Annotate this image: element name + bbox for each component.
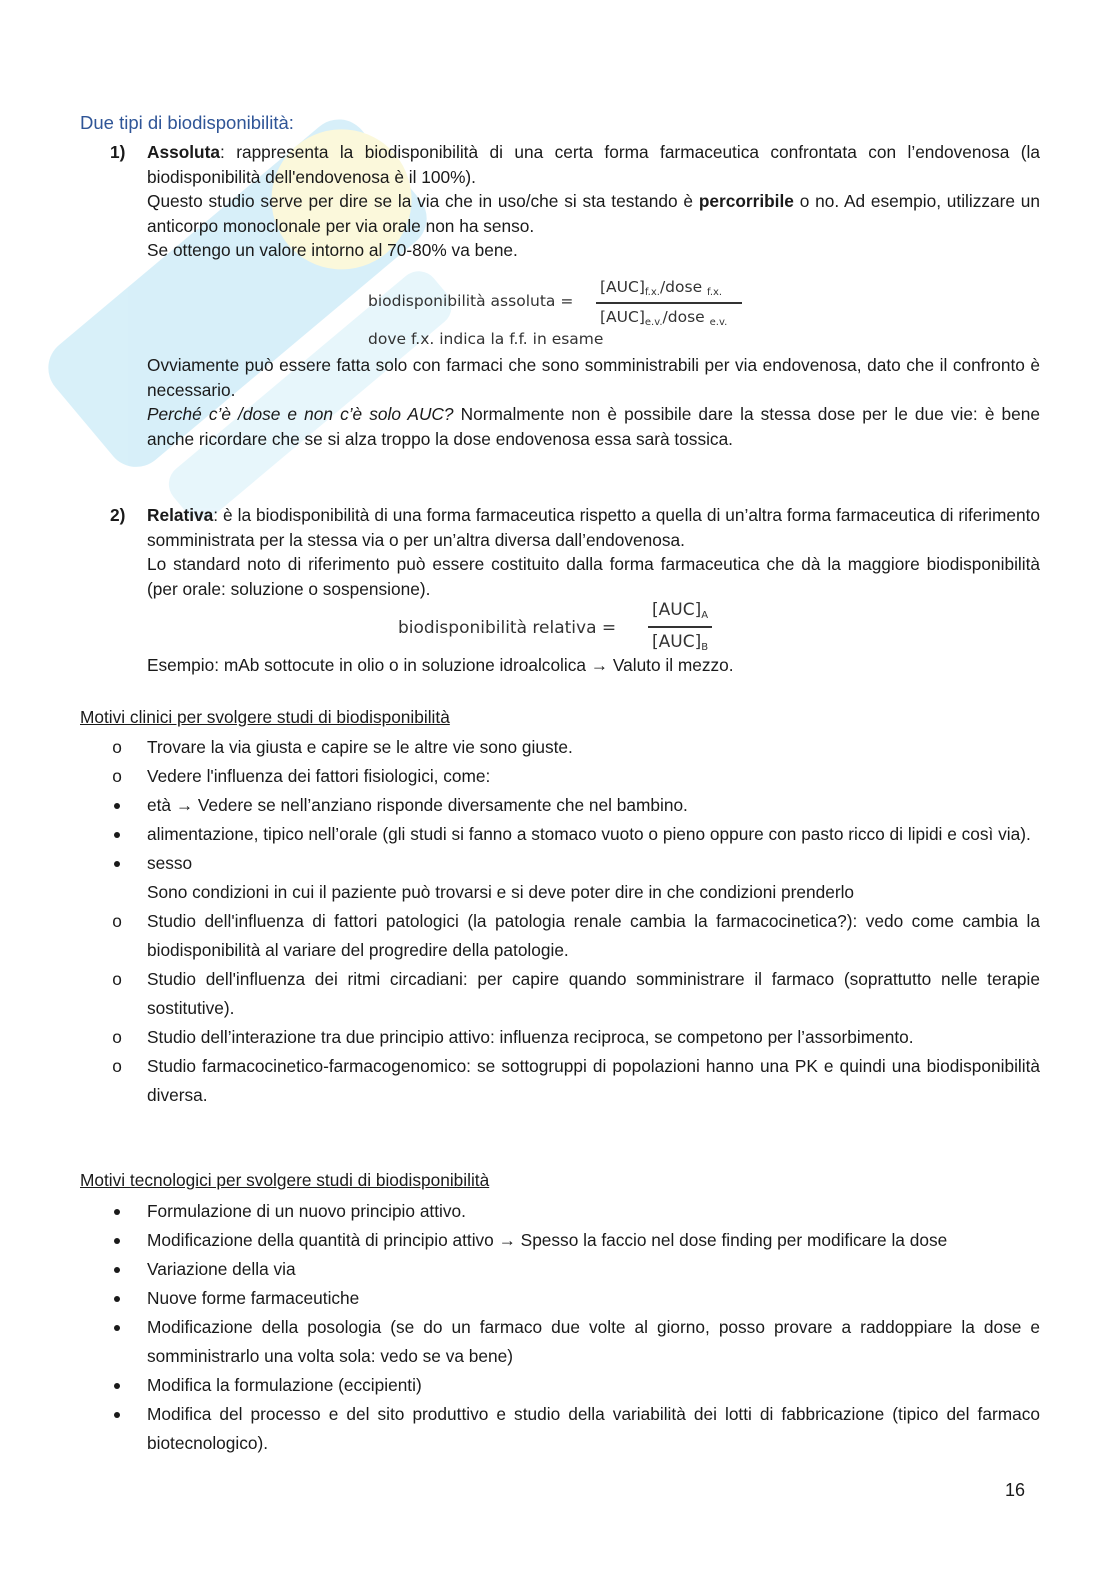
list-item-text: Studio dell'influenza dei ritmi circadiani: per capire quando somministrare il farmaco (soprattutto nelle terapie sostitutive). (147, 969, 1040, 1018)
dose: /dose (662, 308, 705, 326)
example-text: Esempio: mAb sottocute in olio o in soluzione idroalcolica (147, 655, 586, 675)
list-item (110, 820, 1040, 849)
list-item-text: Modificazione della quantità di principio attivo → Spesso la faccio nel dose finding per modificare la dose (147, 1230, 948, 1250)
list-item (110, 849, 1040, 878)
item-body (147, 653, 1040, 678)
paragraph (147, 402, 1040, 451)
page-number: 16 (1005, 1480, 1026, 1500)
bullet-icon (110, 1284, 124, 1313)
list-item-text: Variazione della via (147, 1259, 296, 1279)
section-heading: Due tipi di biodisponibilità: (80, 112, 294, 133)
bullet-icon (110, 1313, 124, 1342)
arrow-icon: → (590, 655, 609, 675)
auc: [AUC] (600, 308, 645, 326)
paragraph: Lo standard noto di riferimento può essere costituito dalla forma farmaceutica che dà la maggiore biodisponibilità (per orale: soluzione o sospensione). (147, 554, 1040, 599)
list-item-text: età → Vedere se nell’anziano risponde diversamente che nel bambino. (147, 795, 688, 815)
section-title-clinici: Motivi clinici per svolgere studi di biodisponibilità (80, 707, 450, 727)
list-item-text: Modificazione della posologia (se do un farmaco due volte al giorno, posso provare a raddoppiare la dose e somministrarlo una volta sola: vedo se va bene) (147, 1317, 1040, 1366)
list-item-text: Vedere l'influenza dei fattori fisiologici, come: (147, 766, 491, 786)
text: : rappresenta la biodisponibilità di una certa forma farmaceutica confrontata con l’endovenosa (la biodisponibilità dell'endovenosa è il 100%). (147, 142, 1040, 187)
example-end: Valuto il mezzo. (608, 655, 734, 675)
circle-bullet: o (112, 737, 122, 757)
list-item-text: Studio farmacocinetico-farmacogenomico: se sottogruppi di popolazioni hanno una PK e quindi una biodisponibilità diversa. (147, 1056, 1040, 1105)
auc: [AUC] (652, 600, 702, 620)
formula-note: dove f.x. indica la f.f. in esame (368, 330, 604, 348)
list-item (110, 965, 1040, 1023)
formula-label: biodisponibilità relativa = (398, 618, 617, 638)
list-item (110, 1313, 1040, 1371)
formula-relative-bioavailability (398, 600, 738, 658)
fraction-line (648, 626, 712, 628)
bullet-dot (114, 1296, 120, 1302)
item-number: 2) (110, 505, 126, 525)
bullet-icon (110, 1400, 124, 1429)
auc: [AUC] (652, 632, 702, 652)
formula-denominator (652, 632, 708, 653)
bullet-dot (114, 1209, 120, 1215)
text: Questo studio serve per dire se la via che in uso/che si sta testando è (147, 191, 699, 211)
item-body (147, 353, 1040, 451)
circle-bullet: o (112, 969, 122, 989)
formula-denominator (600, 308, 727, 328)
italic-question: Perché c’è /dose e non c’è solo AUC? (147, 404, 454, 424)
bullet-dot (114, 803, 120, 809)
bullet-icon (110, 1197, 124, 1226)
bullet-icon (110, 849, 124, 878)
formula-label: biodisponibilità assoluta = (368, 292, 574, 310)
circle-bullet: o (112, 1056, 122, 1076)
bullet-dot (114, 1383, 120, 1389)
term-assoluta: Assoluta (147, 142, 220, 162)
list-item-text: Formulazione di un nuovo principio attivo. (147, 1201, 466, 1221)
bullet-dot (114, 1238, 120, 1244)
subscript: f.x. (644, 287, 660, 298)
bullet-dot (114, 832, 120, 838)
list-item (110, 762, 1040, 791)
paragraph (147, 653, 1040, 678)
list-item-text: Modifica la formulazione (eccipienti) (147, 1375, 422, 1395)
list-item (110, 878, 1040, 907)
list-tecnologici (110, 1197, 1040, 1458)
list-item (110, 1255, 1040, 1284)
list-item-text: alimentazione, tipico nell’orale (gli studi si fanno a stomaco vuoto o pieno oppure con pasto ricco di lipidi e così via). (147, 824, 1031, 844)
auc: [AUC] (600, 278, 645, 296)
list-item (110, 907, 1040, 965)
bullet-dot (114, 861, 120, 867)
paragraph (147, 140, 1040, 189)
bullet-icon (110, 791, 124, 820)
list-item-text: Modifica del processo e del sito produttivo e studio della variabilità dei lotti di fabbricazione (tipico del farmaco biotecnologico). (147, 1404, 1040, 1453)
bullet-icon (110, 1226, 124, 1255)
subscript: f.x. (707, 287, 723, 298)
subscript: A (701, 610, 709, 621)
list-item (110, 1226, 1040, 1255)
list-item (110, 733, 1040, 762)
text: Normalmente non è possibile dare la stessa dose per le due vie: è bene anche ricordare che se si alza troppo la dose endovenosa essa sarà tossica. (147, 404, 1040, 449)
list-item-text: Studio dell’interazione tra due principio attivo: influenza reciproca, se competono per l’assorbimento. (147, 1027, 914, 1047)
paragraph: Ovviamente può essere fatta solo con farmaci che sono somministrabili per via endovenosa, dato che il confronto è necessario. (147, 355, 1040, 400)
paragraph (147, 503, 1040, 552)
paragraph (147, 189, 1040, 238)
list-clinici (110, 733, 1040, 1110)
list-item (110, 791, 1040, 820)
circle-bullet: o (112, 766, 122, 786)
list-item-text: Studio dell'influenza di fattori patologici (la patologia renale cambia la farmacocinetica?): vedo come cambia la biodisponibilità al variare del progredire della patologie. (147, 911, 1040, 960)
list-item-text: Nuove forme farmaceutiche (147, 1288, 360, 1308)
list-item (110, 1371, 1040, 1400)
bullet-dot (114, 1267, 120, 1273)
list-item (110, 1023, 1040, 1052)
text: o no. Ad esempio, utilizzare un anticorpo monoclonale per via orale non ha senso. (147, 191, 1040, 236)
bullet-dot (114, 1325, 120, 1331)
section-title-tecnologici: Motivi tecnologici per svolgere studi di biodisponibilità (80, 1170, 490, 1190)
list-item (110, 1052, 1040, 1110)
term-relativa: Relativa (147, 505, 214, 525)
formula-numerator (600, 278, 722, 298)
bullet-icon (110, 1371, 124, 1400)
subscript: e.v. (644, 317, 663, 328)
paragraph: Se ottengo un valore intorno al 70-80% va bene. (147, 240, 518, 260)
list-item (110, 1197, 1040, 1226)
emphasis: percorribile (698, 191, 794, 211)
formula-numerator (652, 600, 708, 621)
list-item (110, 1400, 1040, 1458)
text: : è la biodisponibilità di una forma farmaceutica rispetto a quella di un’altra forma farmaceutica di riferimento somministrata per la stessa via o per un’altra diversa dall’endovenosa. (147, 505, 1040, 550)
bullet-dot (114, 1412, 120, 1418)
fraction-line (596, 302, 742, 304)
item-body (147, 140, 1040, 263)
subscript: e.v. (709, 317, 728, 328)
list-item-text: sesso (147, 853, 193, 873)
dose: /dose (659, 278, 703, 296)
list-item-text: Trovare la via giusta e capire se le altre vie sono giuste. (147, 737, 573, 757)
item-body (147, 503, 1040, 601)
bullet-icon (110, 1255, 124, 1284)
bullet-icon (110, 820, 124, 849)
item-number: 1) (110, 142, 126, 162)
list-item-text: Sono condizioni in cui il paziente può trovarsi e si deve poter dire in che condizioni prenderlo (147, 882, 855, 902)
subscript: B (701, 642, 709, 653)
list-item (110, 1284, 1040, 1313)
formula-absolute-bioavailability (368, 278, 788, 350)
circle-bullet: o (112, 1027, 122, 1047)
circle-bullet: o (112, 911, 122, 931)
